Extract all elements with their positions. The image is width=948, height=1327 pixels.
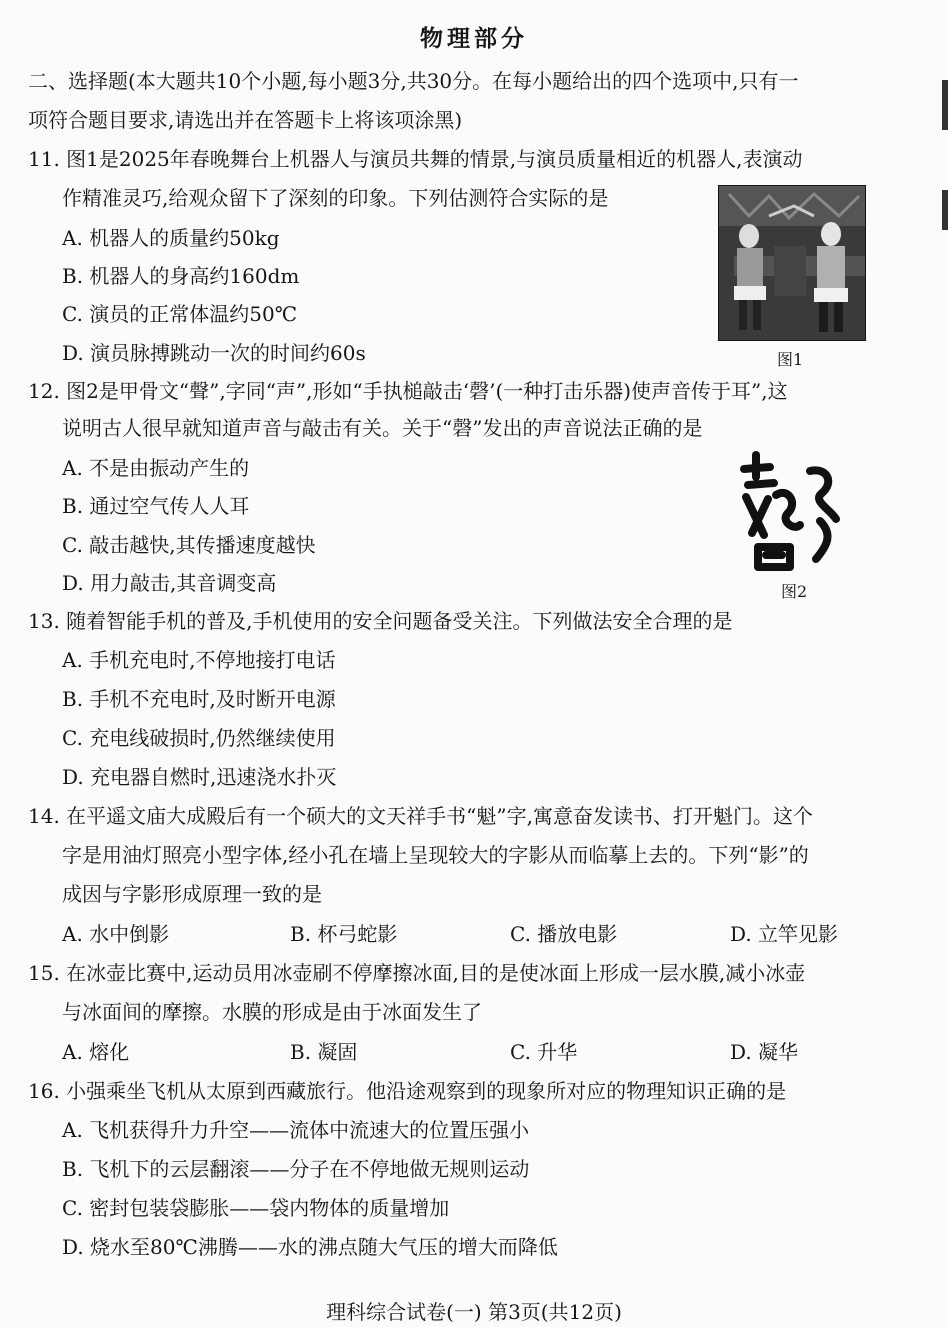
scan-edge-mark xyxy=(942,190,948,230)
question-11-stem-line-1: 11. 图1是2025年春晚舞台上机器人与演员共舞的情景,与演员质量相近的机器人,表演动 xyxy=(28,147,803,171)
question-11-option-c: C. 演员的正常体温约50℃ xyxy=(62,302,298,326)
question-13-option-b: B. 手机不充电时,及时断开电源 xyxy=(62,687,336,711)
figure-1-robot-dance-photo xyxy=(718,185,866,341)
question-14-option-a: A. 水中倒影 xyxy=(62,922,170,946)
question-15-stem-line-2: 与冰面间的摩擦。水膜的形成是由于冰面发生了 xyxy=(62,1000,482,1024)
question-13-option-a: A. 手机充电时,不停地接打电话 xyxy=(62,648,336,672)
question-15-option-a: A. 熔化 xyxy=(62,1040,130,1064)
question-15-option-d: D. 凝华 xyxy=(730,1040,799,1064)
question-15-stem-line-1: 15. 在冰壶比赛中,运动员用冰壶刷不停摩擦冰面,目的是使冰面上形成一层水膜,减小冰壶 xyxy=(28,961,806,985)
question-14-option-d: D. 立竿见影 xyxy=(730,922,839,946)
question-12-stem-line-1: 12. 图2是甲骨文“聲”,字同“声”,形如“手执槌敲击‘磬’(一种打击乐器)使声音传于耳”,这 xyxy=(28,379,788,403)
question-11-option-a: A. 机器人的质量约50kg xyxy=(62,226,280,250)
figure-2-oracle-bone-character xyxy=(738,447,850,572)
section-instructions-line-2: 项符合题目要求,请选出并在答题卡上将该项涂黑) xyxy=(28,108,463,132)
question-11-option-b: B. 机器人的身高约160dm xyxy=(62,264,300,288)
question-15-option-c: C. 升华 xyxy=(510,1040,578,1064)
question-16-option-a: A. 飞机获得升力升空——流体中流速大的位置压强小 xyxy=(62,1118,530,1142)
question-14-stem-line-1: 14. 在平遥文庙大成殿后有一个硕大的文天祥手书“魁”字,寓意奋发读书、打开魁门。这个 xyxy=(28,804,813,828)
question-16-option-b: B. 飞机下的云层翻滚——分子在不停地做无规则运动 xyxy=(62,1157,530,1181)
question-16-stem: 16. 小强乘坐飞机从太原到西藏旅行。他沿途观察到的现象所对应的物理知识正确的是 xyxy=(28,1079,787,1103)
question-11-option-d: D. 演员脉搏跳动一次的时间约60s xyxy=(62,341,366,365)
question-12-option-d: D. 用力敲击,其音调变高 xyxy=(62,571,277,595)
question-14-option-c: C. 播放电影 xyxy=(510,922,618,946)
question-13-option-d: D. 充电器自燃时,迅速浇水扑灭 xyxy=(62,765,337,789)
question-11-stem-line-2: 作精准灵巧,给观众留下了深刻的印象。下列估测符合实际的是 xyxy=(62,186,609,210)
question-16-option-c: C. 密封包装袋膨胀——袋内物体的质量增加 xyxy=(62,1196,450,1220)
question-13-stem: 13. 随着智能手机的普及,手机使用的安全问题备受关注。下列做法安全合理的是 xyxy=(28,609,733,633)
question-13-option-c: C. 充电线破损时,仍然继续使用 xyxy=(62,726,336,750)
question-12-option-c: C. 敲击越快,其传播速度越快 xyxy=(62,533,316,557)
section-instructions-line-1: 二、选择题(本大题共10个小题,每小题3分,共30分。在每小题给出的四个选项中,只有一 xyxy=(28,69,799,93)
scan-edge-mark xyxy=(942,80,948,130)
figure-1-caption: 图1 xyxy=(777,350,804,369)
question-14-option-b: B. 杯弓蛇影 xyxy=(290,922,398,946)
question-14-stem-line-3: 成因与字影形成原理一致的是 xyxy=(62,882,322,906)
question-16-option-d: D. 烧水至80℃沸腾——水的沸点随大气压的增大而降低 xyxy=(62,1235,558,1259)
question-12-option-a: A. 不是由振动产生的 xyxy=(62,456,250,480)
question-14-stem-line-2: 字是用油灯照亮小型字体,经小孔在墙上呈现较大的字影从而临摹上去的。下列“影”的 xyxy=(62,843,809,867)
figure-2-caption: 图2 xyxy=(781,582,808,601)
question-12-option-b: B. 通过空气传人人耳 xyxy=(62,494,250,518)
page-title: 物理部分 xyxy=(420,25,528,52)
question-15-option-b: B. 凝固 xyxy=(290,1040,358,1064)
question-12-stem-line-2: 说明古人很早就知道声音与敲击有关。关于“磬”发出的声音说法正确的是 xyxy=(62,416,703,440)
page-footer: 理科综合试卷(一) 第3页(共12页) xyxy=(326,1300,622,1324)
